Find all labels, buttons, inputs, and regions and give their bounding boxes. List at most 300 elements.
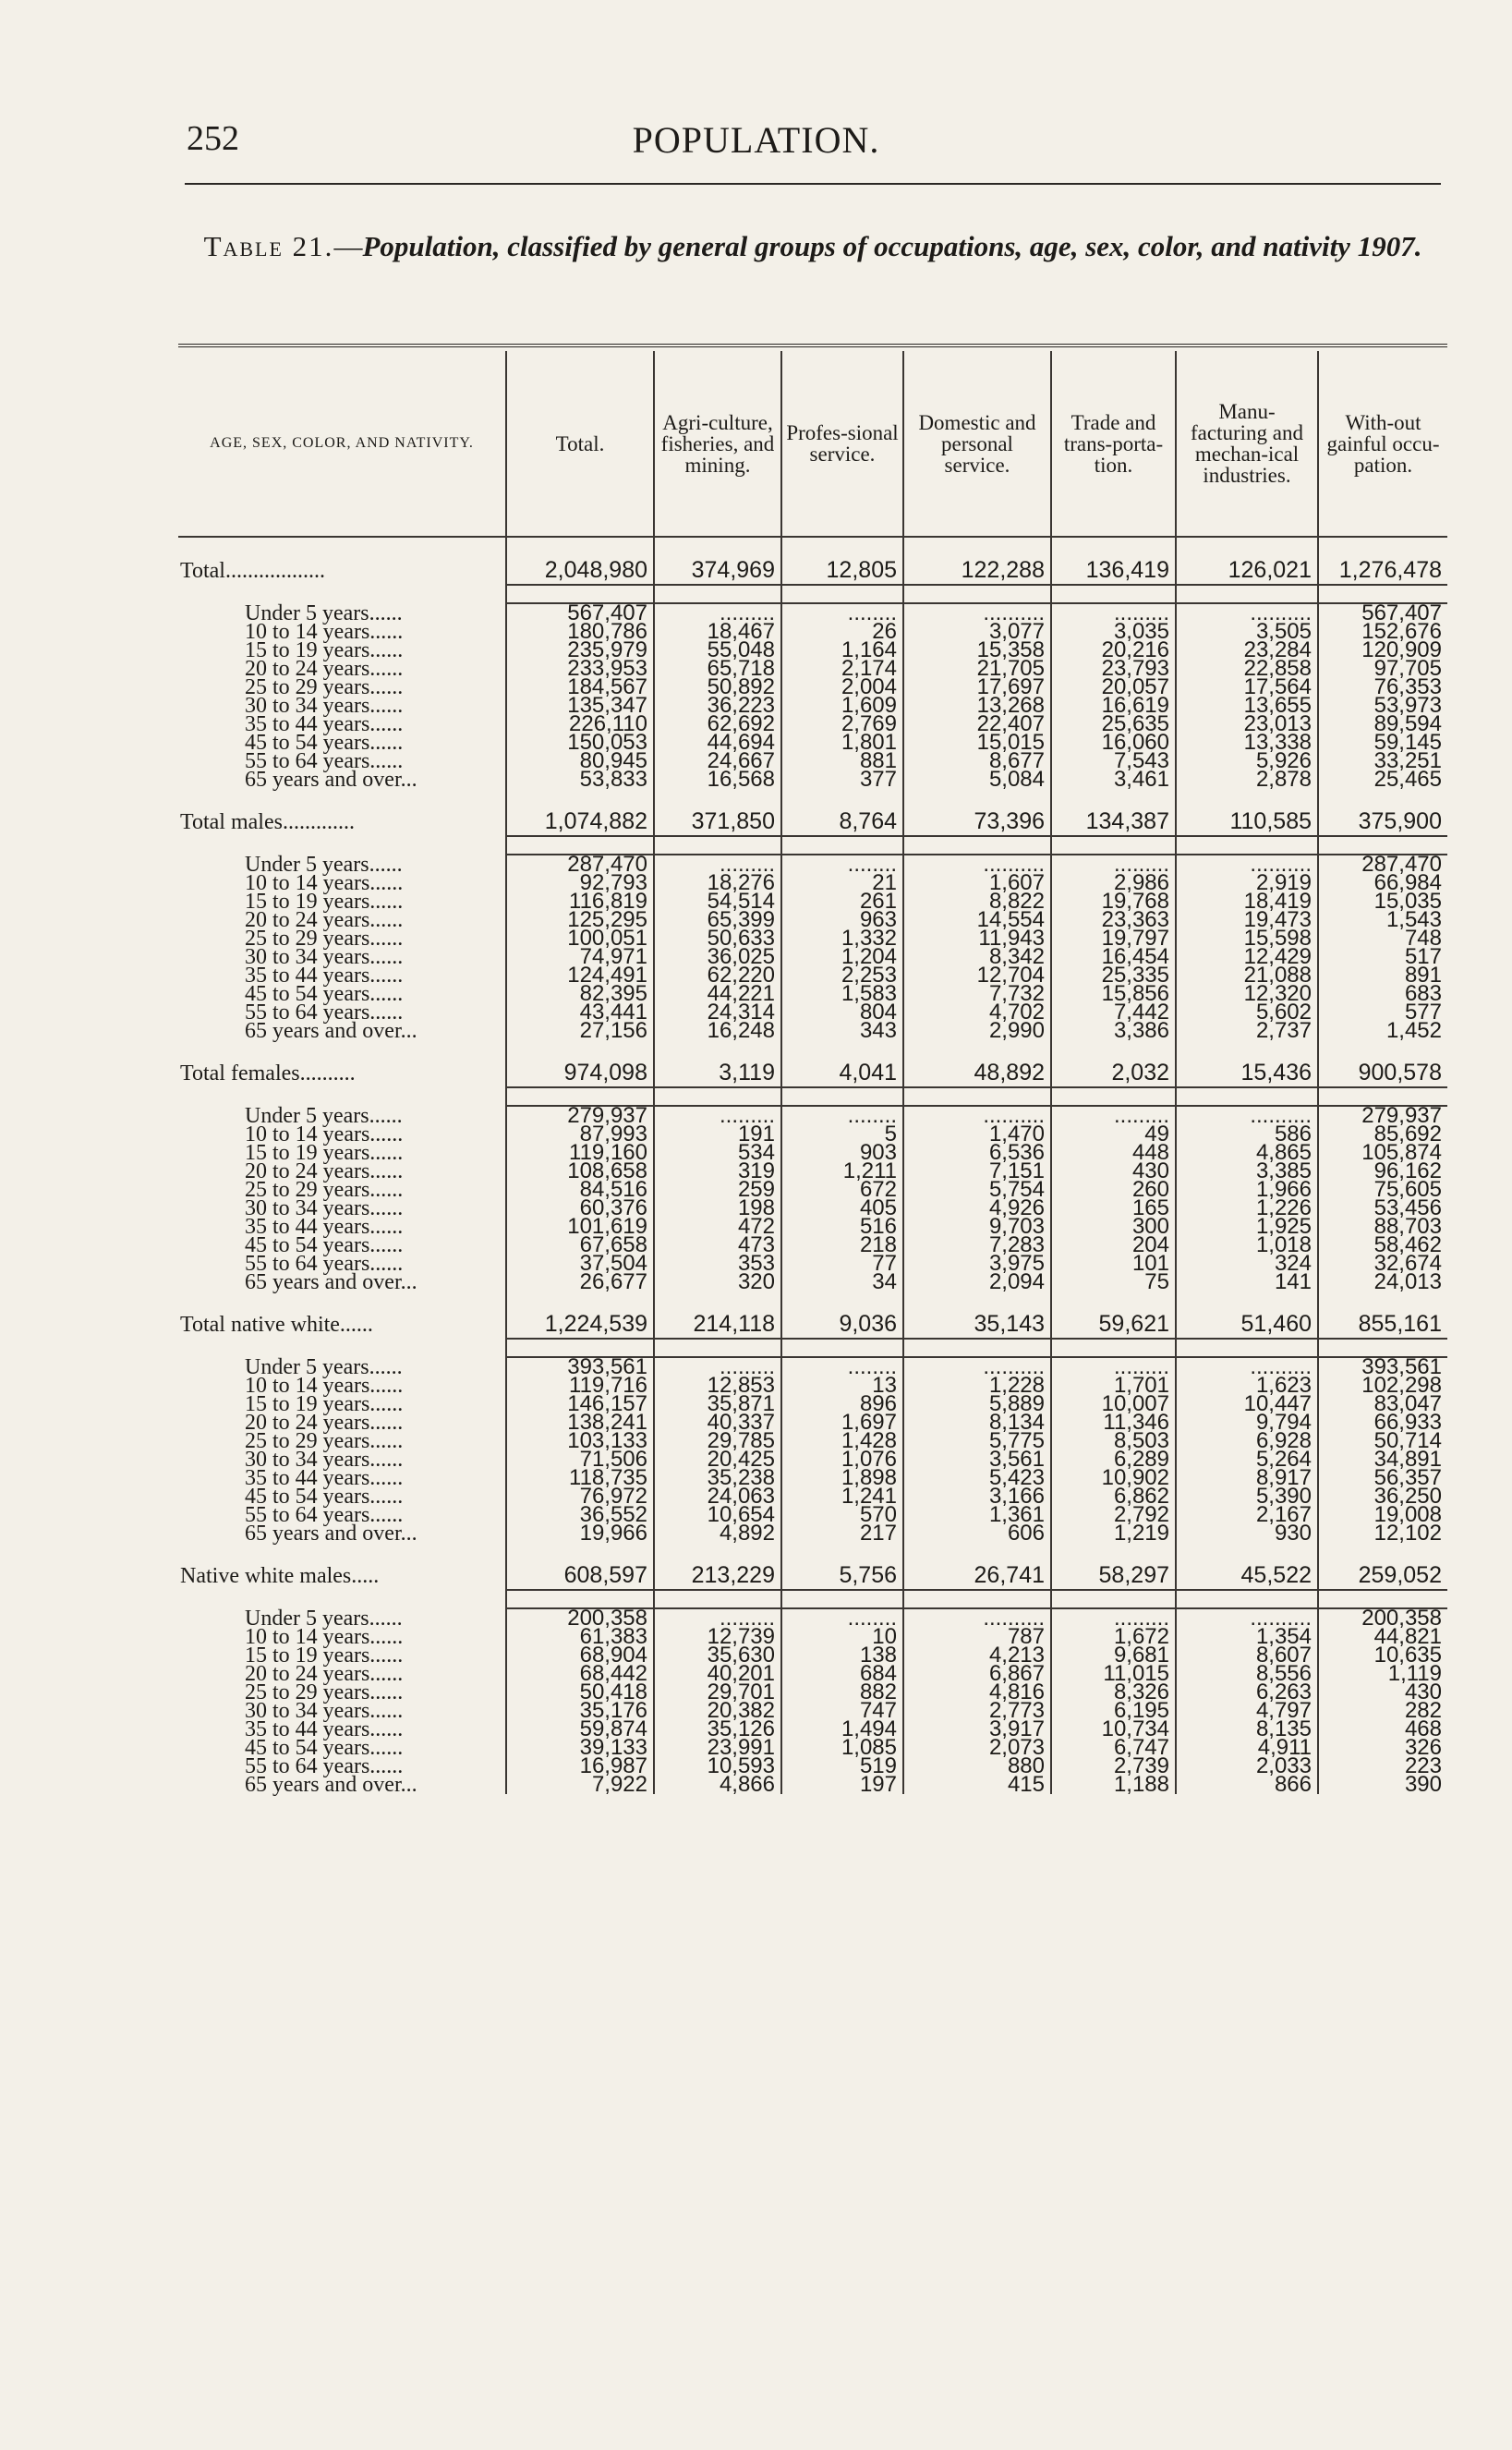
age-label: Under 5 years...... — [245, 852, 403, 877]
data-cell: 23,991 — [654, 1739, 781, 1757]
data-cell: 748 — [1318, 929, 1447, 948]
data-cell: 4,797 — [1176, 1702, 1318, 1720]
data-cell: .......... — [903, 1608, 1051, 1628]
data-cell: 1,607 — [903, 874, 1051, 892]
data-cell: 963 — [781, 911, 903, 929]
data-cell: 43,441 — [506, 1003, 654, 1022]
age-label: 10 to 14 years...... — [245, 620, 404, 644]
data-cell: 35,630 — [654, 1646, 781, 1665]
data-cell: 217 — [781, 1524, 903, 1543]
empty-cell — [903, 789, 1051, 807]
total-cell: 8,764 — [781, 807, 903, 836]
data-cell: 191 — [654, 1125, 781, 1144]
total-cell: 110,585 — [1176, 807, 1318, 836]
empty-cell — [178, 1040, 506, 1059]
data-cell: 13,338 — [1176, 734, 1318, 752]
data-cell: 101,619 — [506, 1218, 654, 1236]
data-cell: 20,382 — [654, 1702, 781, 1720]
data-cell: 15,015 — [903, 734, 1051, 752]
empty-cell — [1176, 1040, 1318, 1059]
data-cell: 866 — [1176, 1776, 1318, 1794]
data-cell: 12,704 — [903, 966, 1051, 985]
data-cell: 5,423 — [903, 1469, 1051, 1487]
empty-cell — [1051, 1292, 1176, 1310]
data-cell: .......... — [903, 603, 1051, 623]
data-cell: 2,073 — [903, 1739, 1051, 1757]
empty-cell — [1051, 789, 1176, 807]
table-row — [178, 1776, 1447, 1794]
empty-cell — [654, 537, 781, 556]
data-cell: 319 — [654, 1162, 781, 1181]
data-cell: 103,133 — [506, 1432, 654, 1450]
data-cell: 7,283 — [903, 1236, 1051, 1255]
data-cell: 326 — [1318, 1739, 1447, 1757]
total-cell: 2,032 — [1051, 1059, 1176, 1087]
data-cell: 76,972 — [506, 1487, 654, 1506]
age-label: 10 to 14 years...... — [245, 1122, 404, 1146]
empty-cell — [178, 1590, 506, 1608]
data-cell: 2,167 — [1176, 1506, 1318, 1524]
data-cell: 22,858 — [1176, 660, 1318, 678]
total-cell: 122,288 — [903, 556, 1051, 585]
data-cell: 97,705 — [1318, 660, 1447, 678]
data-cell: 377 — [781, 770, 903, 789]
data-cell: 393,561 — [1318, 1357, 1447, 1377]
data-cell: 3,385 — [1176, 1162, 1318, 1181]
age-label: 20 to 24 years...... — [245, 657, 404, 681]
data-cell: ......... — [654, 1357, 781, 1377]
table-body — [178, 537, 1447, 1797]
table-row — [178, 1524, 1447, 1543]
data-cell: 29,785 — [654, 1432, 781, 1450]
total-cell: 136,419 — [1051, 556, 1176, 585]
data-cell: 804 — [781, 1003, 903, 1022]
column-header-trade: Trade and trans-porta-tion. — [1051, 351, 1176, 537]
data-cell: 36,552 — [506, 1506, 654, 1524]
data-cell: 36,025 — [654, 948, 781, 966]
data-cell: 8,134 — [903, 1413, 1051, 1432]
data-cell: 10,447 — [1176, 1395, 1318, 1413]
data-cell: 6,747 — [1051, 1739, 1176, 1757]
running-head: POPULATION. — [632, 119, 880, 161]
total-cell: 45,522 — [1176, 1561, 1318, 1590]
data-cell: 18,276 — [654, 874, 781, 892]
data-cell: ........ — [781, 1106, 903, 1125]
data-cell: .......... — [903, 1106, 1051, 1125]
data-cell: 60,376 — [506, 1199, 654, 1218]
data-cell: 15,856 — [1051, 985, 1176, 1003]
data-cell: 40,201 — [654, 1665, 781, 1683]
data-cell: 40,337 — [654, 1413, 781, 1432]
data-cell: 83,047 — [1318, 1395, 1447, 1413]
data-cell: 62,692 — [654, 715, 781, 734]
data-cell: 44,221 — [654, 985, 781, 1003]
age-label: 65 years and over... — [245, 768, 417, 792]
age-label: 45 to 54 years...... — [245, 1485, 404, 1509]
data-cell: ......... — [654, 1608, 781, 1628]
data-cell: 8,677 — [903, 752, 1051, 770]
data-cell: 516 — [781, 1218, 903, 1236]
data-cell: 17,564 — [1176, 678, 1318, 697]
empty-cell — [654, 1040, 781, 1059]
age-label: 35 to 44 years...... — [245, 1466, 404, 1490]
data-cell: 260 — [1051, 1181, 1176, 1199]
data-cell: 16,454 — [1051, 948, 1176, 966]
empty-cell — [654, 789, 781, 807]
data-cell: .......... — [1176, 1106, 1318, 1125]
data-cell: 2,737 — [1176, 1022, 1318, 1040]
data-cell: 9,794 — [1176, 1413, 1318, 1432]
data-cell: 118,735 — [506, 1469, 654, 1487]
data-cell: .......... — [903, 855, 1051, 874]
data-cell: 53,833 — [506, 770, 654, 789]
data-cell: 125,295 — [506, 911, 654, 929]
data-cell: ........ — [781, 1608, 903, 1628]
age-label: 55 to 64 years...... — [245, 1001, 404, 1025]
data-cell: 343 — [781, 1022, 903, 1040]
data-cell: 29,701 — [654, 1683, 781, 1702]
data-cell: 5,084 — [903, 770, 1051, 789]
empty-cell — [1051, 1543, 1176, 1561]
data-cell: ......... — [1051, 855, 1176, 874]
data-cell: 27,156 — [506, 1022, 654, 1040]
data-cell: 23,793 — [1051, 660, 1176, 678]
data-cell: 882 — [781, 1683, 903, 1702]
data-cell: 2,773 — [903, 1702, 1051, 1720]
column-header-agriculture: Agri-culture, fisheries, and mining. — [654, 351, 781, 537]
data-cell: 9,703 — [903, 1218, 1051, 1236]
data-cell: 684 — [781, 1665, 903, 1683]
page-number: 252 — [187, 119, 239, 158]
data-cell: 324 — [1176, 1255, 1318, 1273]
data-cell: 59,145 — [1318, 734, 1447, 752]
data-cell: 2,990 — [903, 1022, 1051, 1040]
data-cell: 10,734 — [1051, 1720, 1176, 1739]
data-cell: 472 — [654, 1218, 781, 1236]
data-cell: 80,945 — [506, 752, 654, 770]
data-cell: 300 — [1051, 1218, 1176, 1236]
data-cell: 32,674 — [1318, 1255, 1447, 1273]
data-cell: 16,987 — [506, 1757, 654, 1776]
data-cell: .......... — [1176, 1608, 1318, 1628]
data-cell: 405 — [781, 1199, 903, 1218]
age-label: 30 to 34 years...... — [245, 694, 404, 718]
age-label: 30 to 34 years...... — [245, 1196, 404, 1220]
data-cell: .......... — [903, 1357, 1051, 1377]
data-cell: 3,035 — [1051, 623, 1176, 641]
data-cell: 50,714 — [1318, 1432, 1447, 1450]
empty-cell — [178, 1292, 506, 1310]
data-cell: 18,419 — [1176, 892, 1318, 911]
data-cell: 20,425 — [654, 1450, 781, 1469]
data-cell: 683 — [1318, 985, 1447, 1003]
age-label: 15 to 19 years...... — [245, 1392, 404, 1416]
data-cell: 6,263 — [1176, 1683, 1318, 1702]
empty-cell — [506, 1543, 654, 1561]
total-cell: 855,161 — [1318, 1310, 1447, 1339]
data-cell: 1,228 — [903, 1377, 1051, 1395]
data-cell: 65,399 — [654, 911, 781, 929]
data-cell: 75 — [1051, 1273, 1176, 1292]
total-cell: 73,396 — [903, 807, 1051, 836]
empty-cell — [178, 1543, 506, 1561]
data-cell: 23,284 — [1176, 641, 1318, 660]
table-row — [178, 1022, 1447, 1040]
data-cell: 35,871 — [654, 1395, 781, 1413]
data-cell: 165 — [1051, 1199, 1176, 1218]
data-cell: 1,701 — [1051, 1377, 1176, 1395]
data-cell: 2,919 — [1176, 874, 1318, 892]
data-cell: 76,353 — [1318, 678, 1447, 697]
data-cell: 1,164 — [781, 641, 903, 660]
data-cell: 124,491 — [506, 966, 654, 985]
data-cell: 25,465 — [1318, 770, 1447, 789]
age-label: 25 to 29 years...... — [245, 1178, 404, 1202]
data-cell: 7,543 — [1051, 752, 1176, 770]
age-label: 20 to 24 years...... — [245, 908, 404, 932]
data-cell: 1,452 — [1318, 1022, 1447, 1040]
data-cell: 903 — [781, 1144, 903, 1162]
total-cell: 214,118 — [654, 1310, 781, 1339]
age-label: 25 to 29 years...... — [245, 927, 404, 951]
table-caption: Table 21.—Population, classified by general groups of occupations, age, sex, color, and nativity 1907. — [203, 230, 1422, 262]
section-total-row — [178, 1310, 1447, 1339]
data-cell: 10 — [781, 1628, 903, 1646]
data-cell: 1,354 — [1176, 1628, 1318, 1646]
data-cell: 150,053 — [506, 734, 654, 752]
age-label: 55 to 64 years...... — [245, 749, 404, 773]
total-cell: 374,969 — [654, 556, 781, 585]
data-cell: 6,536 — [903, 1144, 1051, 1162]
data-cell: 8,607 — [1176, 1646, 1318, 1665]
data-cell: 26 — [781, 623, 903, 641]
age-label: 65 years and over... — [245, 1270, 417, 1294]
data-cell: 71,506 — [506, 1450, 654, 1469]
data-cell: 320 — [654, 1273, 781, 1292]
data-cell: 5,602 — [1176, 1003, 1318, 1022]
data-cell: 5,775 — [903, 1432, 1051, 1450]
data-cell: 1,219 — [1051, 1524, 1176, 1543]
data-cell: 23,013 — [1176, 715, 1318, 734]
data-cell: 1,076 — [781, 1450, 903, 1469]
empty-cell — [178, 537, 506, 556]
empty-cell — [1318, 1292, 1447, 1310]
data-cell: 10,007 — [1051, 1395, 1176, 1413]
column-header-total: Total. — [506, 351, 654, 537]
data-cell: 10,635 — [1318, 1646, 1447, 1665]
data-cell: 105,874 — [1318, 1144, 1447, 1162]
data-cell: 2,004 — [781, 678, 903, 697]
total-cell: 12,805 — [781, 556, 903, 585]
data-cell: 353 — [654, 1255, 781, 1273]
data-cell: 226,110 — [506, 715, 654, 734]
data-cell: 1,119 — [1318, 1665, 1447, 1683]
empty-cell — [1176, 1543, 1318, 1561]
data-cell: 24,314 — [654, 1003, 781, 1022]
data-cell: 21 — [781, 874, 903, 892]
data-cell: 5 — [781, 1125, 903, 1144]
data-cell: 6,862 — [1051, 1487, 1176, 1506]
data-cell: .......... — [1176, 855, 1318, 874]
data-cell: 1,801 — [781, 734, 903, 752]
data-cell: 33,251 — [1318, 752, 1447, 770]
data-cell: 19,473 — [1176, 911, 1318, 929]
data-cell: 12,320 — [1176, 985, 1318, 1003]
data-cell: 9,681 — [1051, 1646, 1176, 1665]
data-cell: 11,346 — [1051, 1413, 1176, 1432]
empty-cell — [506, 1292, 654, 1310]
data-cell: 152,676 — [1318, 623, 1447, 641]
data-cell: 141 — [1176, 1273, 1318, 1292]
empty-cell — [903, 537, 1051, 556]
data-cell: ......... — [1051, 1106, 1176, 1125]
empty-cell — [178, 1087, 506, 1106]
data-cell: 7,922 — [506, 1776, 654, 1794]
data-cell: 19,797 — [1051, 929, 1176, 948]
data-cell: 570 — [781, 1506, 903, 1524]
data-cell: 204 — [1051, 1236, 1176, 1255]
data-cell: 35,238 — [654, 1469, 781, 1487]
data-cell: 68,904 — [506, 1646, 654, 1665]
column-header-professional: Profes-sional service. — [781, 351, 903, 537]
data-cell: 49 — [1051, 1125, 1176, 1144]
data-cell: ........ — [781, 603, 903, 623]
age-label: 55 to 64 years...... — [245, 1503, 404, 1527]
data-cell: 448 — [1051, 1144, 1176, 1162]
data-cell: 12,853 — [654, 1377, 781, 1395]
data-cell: 4,816 — [903, 1683, 1051, 1702]
data-cell: 1,672 — [1051, 1628, 1176, 1646]
data-cell: ........ — [781, 1357, 903, 1377]
data-cell: 61,383 — [506, 1628, 654, 1646]
data-cell: 108,658 — [506, 1162, 654, 1181]
data-cell: 13,268 — [903, 697, 1051, 715]
age-label: Under 5 years...... — [245, 1354, 403, 1379]
total-cell: 5,756 — [781, 1561, 903, 1590]
total-cell: 4,041 — [781, 1059, 903, 1087]
age-label: 65 years and over... — [245, 1522, 417, 1546]
data-cell: 8,326 — [1051, 1683, 1176, 1702]
age-label: 35 to 44 years...... — [245, 712, 404, 736]
data-cell: 233,953 — [506, 660, 654, 678]
section-label: Total males............. — [180, 809, 355, 834]
data-cell: 102,298 — [1318, 1377, 1447, 1395]
data-cell: 50,418 — [506, 1683, 654, 1702]
data-cell: 3,461 — [1051, 770, 1176, 789]
empty-cell — [1176, 789, 1318, 807]
data-cell: 22,407 — [903, 715, 1051, 734]
data-cell: 8,135 — [1176, 1720, 1318, 1739]
data-cell: 58,462 — [1318, 1236, 1447, 1255]
data-cell: 14,554 — [903, 911, 1051, 929]
data-cell: 8,342 — [903, 948, 1051, 966]
total-cell: 608,597 — [506, 1561, 654, 1590]
data-cell: ......... — [654, 855, 781, 874]
data-cell: 3,917 — [903, 1720, 1051, 1739]
data-cell: 2,769 — [781, 715, 903, 734]
data-cell: 2,878 — [1176, 770, 1318, 789]
age-label: 20 to 24 years...... — [245, 1411, 404, 1435]
data-cell: 37,504 — [506, 1255, 654, 1273]
data-cell: 235,979 — [506, 641, 654, 660]
age-label: 15 to 19 years...... — [245, 638, 404, 662]
total-cell: 59,621 — [1051, 1310, 1176, 1339]
data-cell: 6,928 — [1176, 1432, 1318, 1450]
data-cell: 119,160 — [506, 1144, 654, 1162]
data-cell: 19,768 — [1051, 892, 1176, 911]
data-cell: ......... — [1051, 1608, 1176, 1628]
total-cell: 134,387 — [1051, 807, 1176, 836]
age-label: 10 to 14 years...... — [245, 871, 404, 895]
data-cell: 881 — [781, 752, 903, 770]
total-cell: 974,098 — [506, 1059, 654, 1087]
data-cell: 100,051 — [506, 929, 654, 948]
total-cell: 371,850 — [654, 807, 781, 836]
data-cell: 2,174 — [781, 660, 903, 678]
data-cell: 3,505 — [1176, 623, 1318, 641]
table-row — [178, 770, 1447, 789]
data-cell: 880 — [903, 1757, 1051, 1776]
data-cell: 34,891 — [1318, 1450, 1447, 1469]
data-cell: 606 — [903, 1524, 1051, 1543]
data-cell: 1,925 — [1176, 1218, 1318, 1236]
age-label: Under 5 years...... — [245, 1103, 403, 1128]
data-cell: 3,166 — [903, 1487, 1051, 1506]
data-cell: 1,428 — [781, 1432, 903, 1450]
age-label: 45 to 54 years...... — [245, 1233, 404, 1257]
data-cell: 25,335 — [1051, 966, 1176, 985]
data-cell: 1,226 — [1176, 1199, 1318, 1218]
data-cell: 138,241 — [506, 1413, 654, 1432]
data-cell: 25,635 — [1051, 715, 1176, 734]
section-spacer — [178, 1292, 1447, 1310]
data-cell: 4,213 — [903, 1646, 1051, 1665]
data-cell: 4,911 — [1176, 1739, 1318, 1757]
data-cell: 1,241 — [781, 1487, 903, 1506]
data-cell: 62,220 — [654, 966, 781, 985]
empty-cell — [506, 537, 654, 556]
age-label: 45 to 54 years...... — [245, 1736, 404, 1760]
data-cell: 1,085 — [781, 1739, 903, 1757]
empty-cell — [1318, 537, 1447, 556]
data-cell: 896 — [781, 1395, 903, 1413]
data-cell: 4,866 — [654, 1776, 781, 1794]
data-cell: 430 — [1051, 1162, 1176, 1181]
data-cell: 50,892 — [654, 678, 781, 697]
data-cell: 8,917 — [1176, 1469, 1318, 1487]
total-cell: 15,436 — [1176, 1059, 1318, 1087]
data-cell: 3,975 — [903, 1255, 1051, 1273]
section-label: Native white males..... — [180, 1563, 380, 1588]
data-cell: 7,732 — [903, 985, 1051, 1003]
data-cell: 1,898 — [781, 1469, 903, 1487]
header-rule — [185, 183, 1441, 185]
total-cell: 48,892 — [903, 1059, 1051, 1087]
data-cell: 6,867 — [903, 1665, 1051, 1683]
section-label: Total.................. — [180, 558, 325, 583]
empty-cell — [506, 1040, 654, 1059]
total-cell: 900,578 — [1318, 1059, 1447, 1087]
data-cell: 6,195 — [1051, 1702, 1176, 1720]
data-cell: 223 — [1318, 1757, 1447, 1776]
data-cell: 180,786 — [506, 623, 654, 641]
data-cell: 88,703 — [1318, 1218, 1447, 1236]
data-cell: 2,739 — [1051, 1757, 1176, 1776]
data-cell: 5,889 — [903, 1395, 1051, 1413]
empty-cell — [178, 789, 506, 807]
data-cell: 4,892 — [654, 1524, 781, 1543]
data-cell: 89,594 — [1318, 715, 1447, 734]
